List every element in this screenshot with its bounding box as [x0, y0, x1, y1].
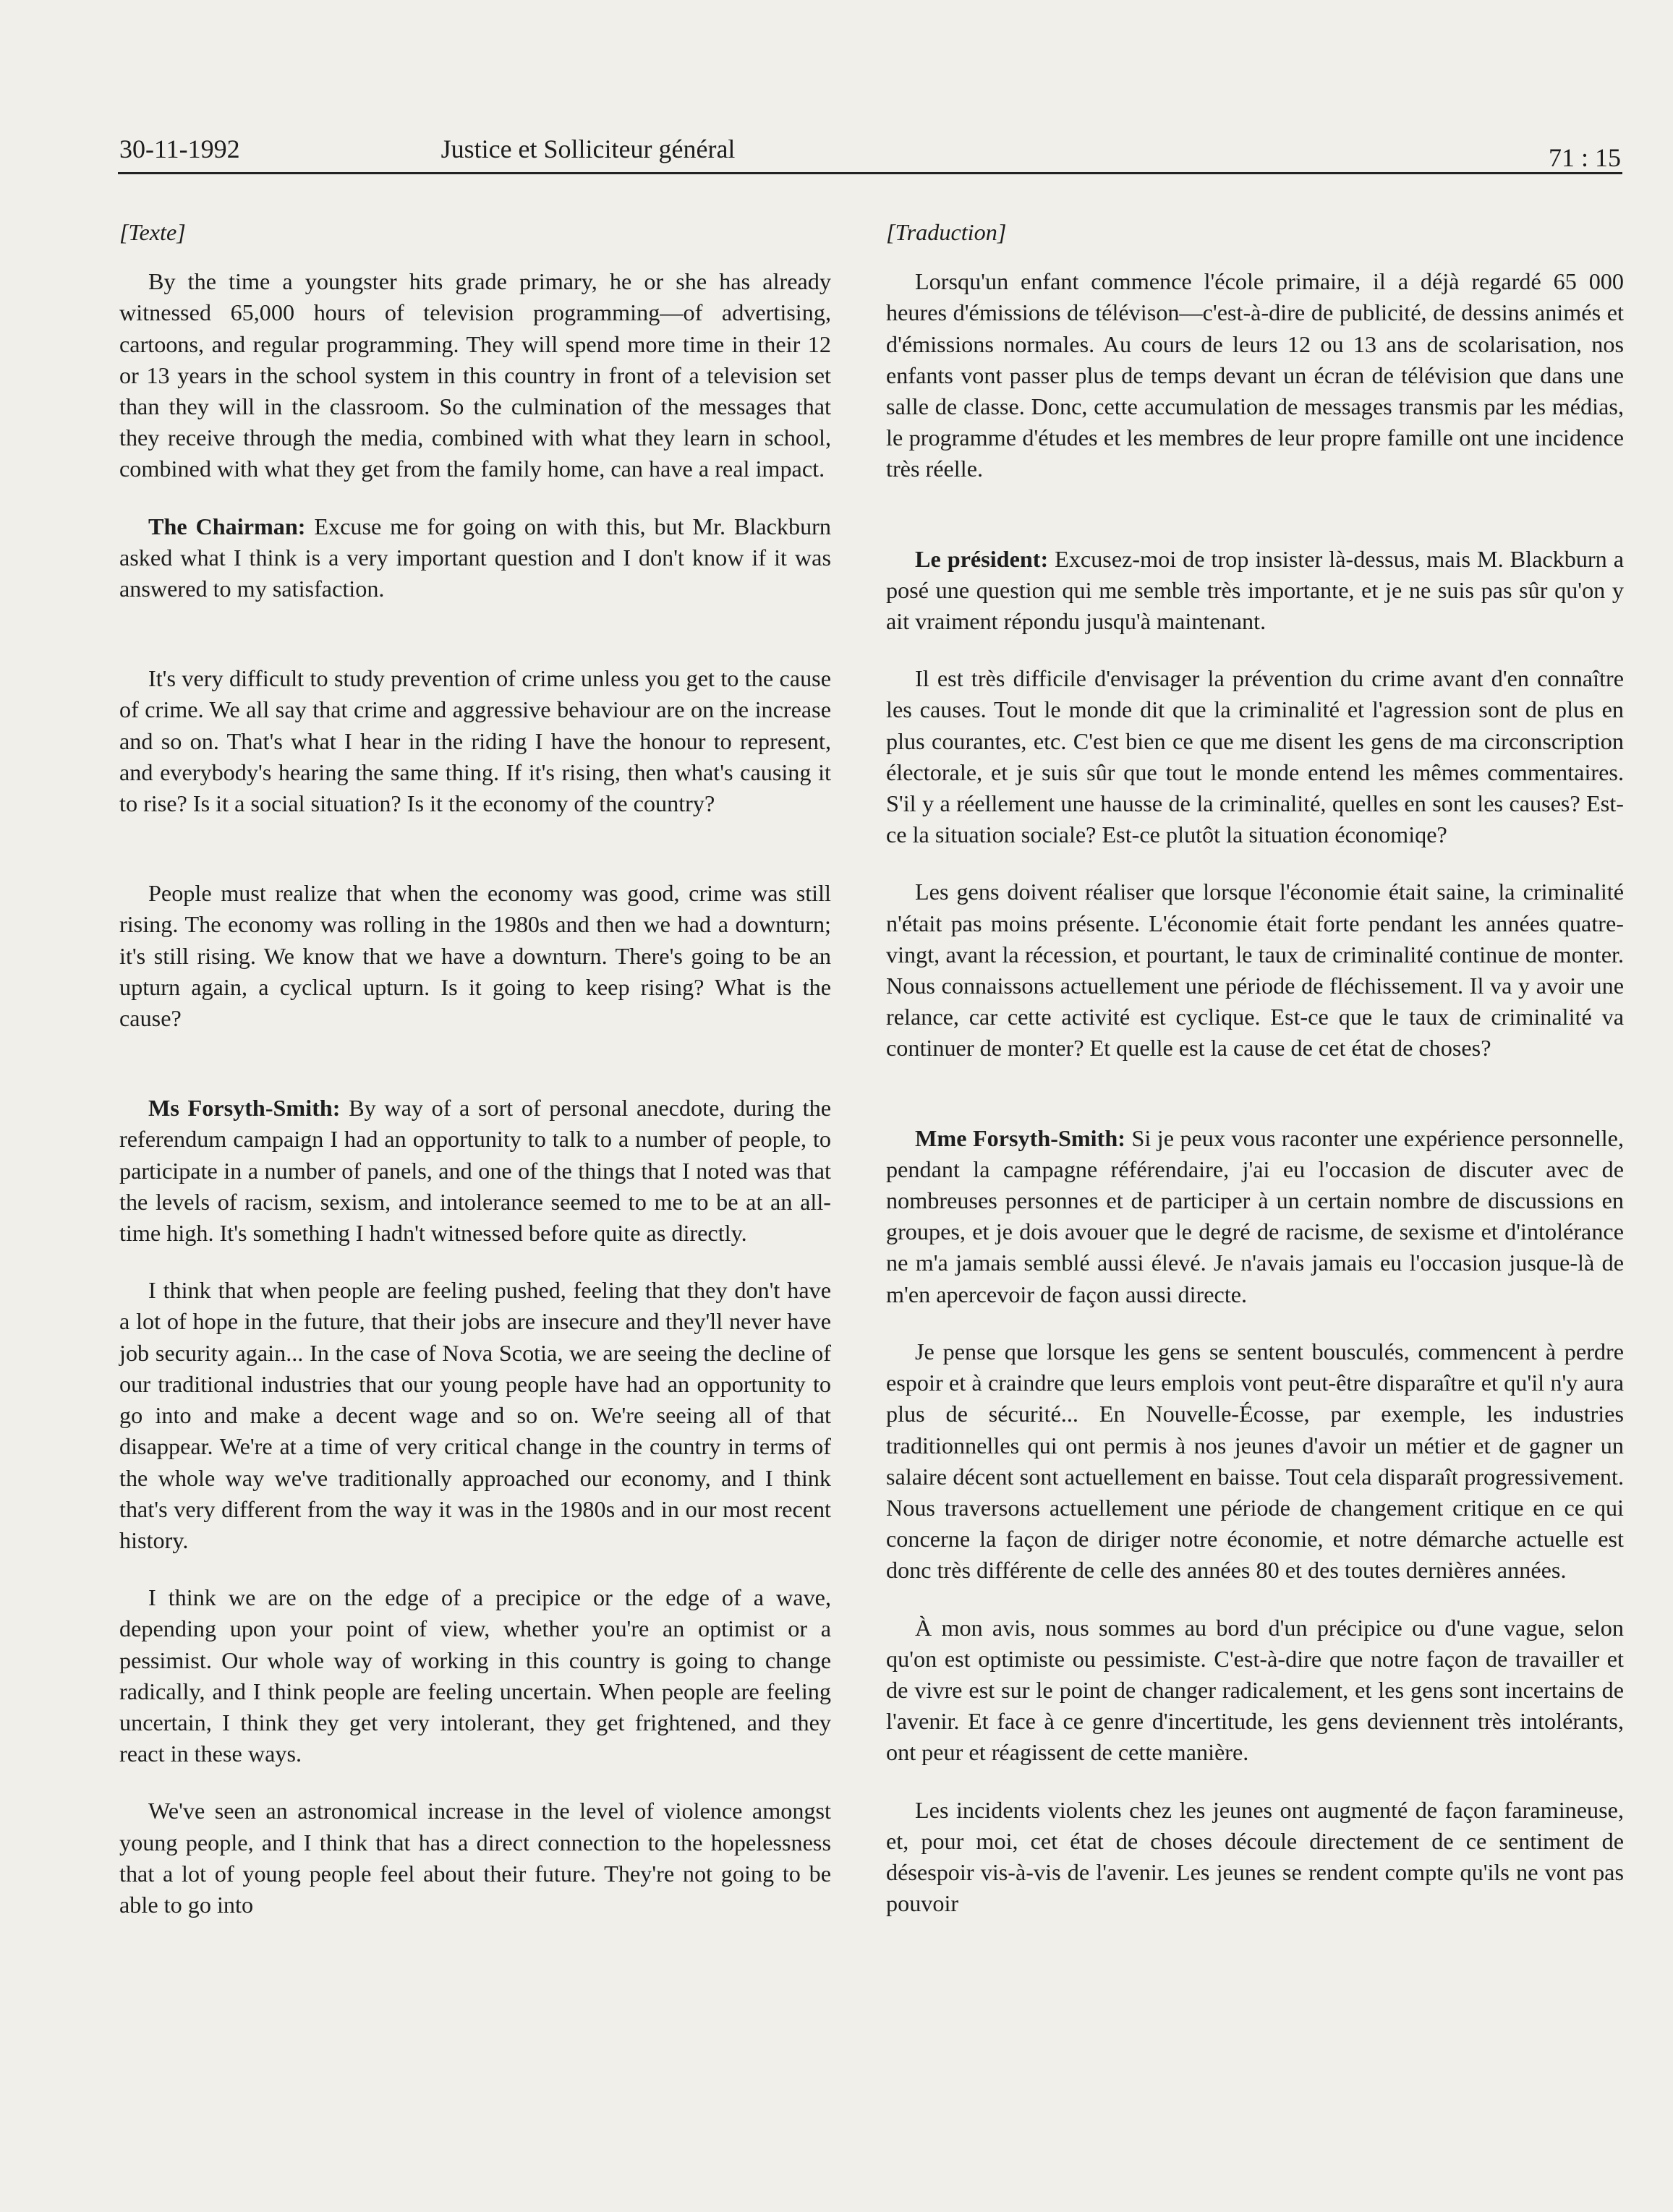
paragraph-text: Si je peux vous raconter une expérience personnelle, pendant la campagne référendaire, j'ai eu l'occasion de discuter avec de nombreuses personnes et de participer à un certain nombre de discussions en groupes, et je dois avouer que le degré de racisme, de sexisme et d'intolérance ne m'a jamais semblé aussi élevé. Je n'avais jamais eu l'occasion jusque-là de m'en apercevoir de façon aussi directe.	[886, 1124, 1624, 1307]
header-page-number: 71 : 15	[1548, 143, 1621, 172]
paragraph-text: People must realize that when the economy was good, crime was still rising. The economy was rolling in the 1980s and then we had a downturn; it's still rising. We know that we have a downturn. There's going to be an upturn again, a cyclical upturn. Is it going to keep rising? What is the cause?	[119, 880, 831, 1032]
english-paragraph-3	[119, 663, 831, 819]
paragraph-text: Les gens doivent réaliser que lorsque l'économie était saine, la criminalité n'était pas moins présente. L'économie était forte pendant les années quatre-vingt, avant la récession, et pourtant, le taux de criminalité continue de monter. Nous connaissons actuellement une période de fléchissement. Il va y avoir une relance, car cette activité est cyclique. Est-ce que le taux de criminalité va continuer de monter? Et quelle est la cause de cet état de choses?	[886, 879, 1624, 1062]
header-date: 30-11-1992	[119, 134, 240, 163]
paragraph-text: À mon avis, nous sommes au bord d'un précipice ou d'une vague, selon qu'on est optimiste ou pessimiste. C'est-à-dire que notre façon de travailler et de vivre est sur le point de changer radicalement, et les gens sont incertains de l'avenir. Et face à ce genre d'incertitude, les gens deviennent très intolérants, ont peur et réagissent de cette manière.	[886, 1614, 1624, 1766]
paragraph-text: Les incidents violents chez les jeunes ont augmenté de façon faramineuse, et, pour moi, cet état de choses découle directement de ce sentiment de désespoir vis-à-vis de l'avenir. Les jeunes se rendent compte qu'ils ne vont pas pouvoir	[886, 1796, 1624, 1917]
page-header	[118, 129, 1622, 174]
paragraph-text: By way of a sort of personal anecdote, during the referendum campaign I had an opportunity to talk to a number of people, to participate in a number of panels, and one of the things that I noted was that the levels of racism, sexism, and intolerance seemed to me to be at an all-time high. It's something I hadn't witnessed before quite as directly.	[119, 1095, 831, 1247]
english-column	[119, 217, 831, 1921]
paragraph-text: Lorsqu'un enfant commence l'école primaire, il a déjà regardé 65 000 heures d'émissions de télévison—c'est-à-dire de publicité, de dessins animés et d'émissions normales. Au cours de leurs 12 ou 13 ans de scolarisation, nos enfants vont passer plus de temps devant un écran de télévision que dans une salle de classe. Donc, cette accumulation de messages transmis par les médias, le programme d'études et les membres de leur propre famille ont une incidence très réelle.	[886, 268, 1624, 482]
english-paragraph-6	[119, 1275, 831, 1556]
speaker-name: Mme Forsyth-Smith:	[915, 1124, 1125, 1151]
paragraph-text: Excuse me for going on with this, but Mr. Blackburn asked what I think is a very important question and I don't know if it was answered to my satisfaction.	[119, 513, 831, 602]
english-paragraph-8	[119, 1795, 831, 1921]
french-paragraph-7	[886, 1613, 1624, 1769]
paragraph-text: Excusez-moi de trop insister là-dessus, mais M. Blackburn a posé une question qui me semble très importante, et je ne suis pas sûr qu'on y ait vraiment répondu jusqu'à maintenant.	[886, 545, 1624, 635]
paragraph-text: It's very difficult to study prevention of crime unless you get to the cause of crime. We all say that crime and aggressive behaviour are on the increase and so on. That's what I hear in the riding I have the honour to represent, and everybody's hearing the same thing. If it's rising, then what's causing it to rise? Is it a social situation? Is it the economy of the country?	[119, 665, 831, 817]
speaker-name: The Chairman:	[148, 513, 306, 539]
french-column	[886, 217, 1624, 1919]
english-paragraph-1	[119, 266, 831, 484]
french-column-label: [Traduction]	[886, 219, 1007, 245]
english-paragraph-7	[119, 1582, 831, 1769]
french-paragraph-8	[886, 1795, 1624, 1920]
french-paragraph-6	[886, 1336, 1624, 1587]
paragraph-text: Je pense que lorsque les gens se sentent bousculés, commencent à perdre espoir et à craindre que leurs emplois vont peut-être disparaître et qu'il n'y aura plus de sécurité... En Nouvelle-Écosse, par exemple, les industries traditionnelles qui ont permis à nos jeunes d'avoir un métier et de gagner un salaire décent sont actuellement en baisse. Tout cela disparaît progressivement. Nous traversons actuellement une période de changement critique en ce qui concerne la façon de diriger notre économie, et notre démarche actuelle est donc très différente de celle des années 80 et des toutes dernières années.	[886, 1338, 1624, 1584]
french-paragraph-1	[886, 266, 1624, 484]
speaker-name: Le président:	[915, 545, 1049, 572]
english-paragraph-5	[119, 1093, 831, 1249]
french-paragraph-3	[886, 663, 1624, 850]
paragraph-text: By the time a youngster hits grade primary, he or she has already witnessed 65,000 hours of television programming—of advertising, cartoons, and regular programming. They will spend more time in their 12 or 13 years in the school system in this country in front of a television set than they will in the classroom. So the culmination of the messages that they receive through the media, combined with what they learn in school, combined with what they get from the family home, can have a real impact.	[119, 268, 831, 482]
french-paragraph-5	[886, 1123, 1624, 1310]
english-column-label: [Texte]	[119, 219, 186, 245]
header-title: Justice et Solliciteur général	[440, 134, 736, 163]
english-paragraph-4	[119, 878, 831, 1034]
paragraph-text: I think we are on the edge of a precipice or the edge of a wave, depending upon your point of view, whether you're an optimist or a pessimist. Our whole way of working in this country is going to change radically, and I think people are feeling uncertain. When people are feeling uncertain, I think they get very intolerant, they get frightened, and they react in these ways.	[119, 1584, 831, 1767]
paragraph-text: Il est très difficile d'envisager la prévention du crime avant d'en connaître les causes. Tout le monde dit que la criminalité et l'agression sont de plus en plus courantes, etc. C'est bien ce que me disent les gens de ma circonscription électorale, et je suis sûr que tout le monde entend les mêmes commentaires. S'il y a réellement une hausse de la criminalité, quelles en sont les causes? Est-ce la situation sociale? Est-ce plutôt la situation économiqe?	[886, 665, 1624, 848]
paragraph-text: We've seen an astronomical increase in the level of violence amongst young people, and I think that has a direct connection to the hopelessness that a lot of young people feel about their future. They're not going to be able to go into	[119, 1798, 831, 1918]
speaker-name: Ms Forsyth-Smith:	[148, 1095, 341, 1122]
french-paragraph-2	[886, 544, 1624, 638]
french-paragraph-4	[886, 876, 1624, 1064]
english-paragraph-2	[119, 511, 831, 605]
paragraph-text: I think that when people are feeling pushed, feeling that they don't have a lot of hope in the future, that their jobs are insecure and they'll never have job security again... In the case of Nova Scotia, we are seeing the decline of our traditional industries that our young people have had an opportunity to go into and make a decent wage and so on. We're seeing all of that disappear. We're at a time of very critical change in the country in terms of the whole way we've traditionally approached our economy, and I think that's very different from the way it was in the 1980s and in our most recent history.	[119, 1277, 831, 1553]
